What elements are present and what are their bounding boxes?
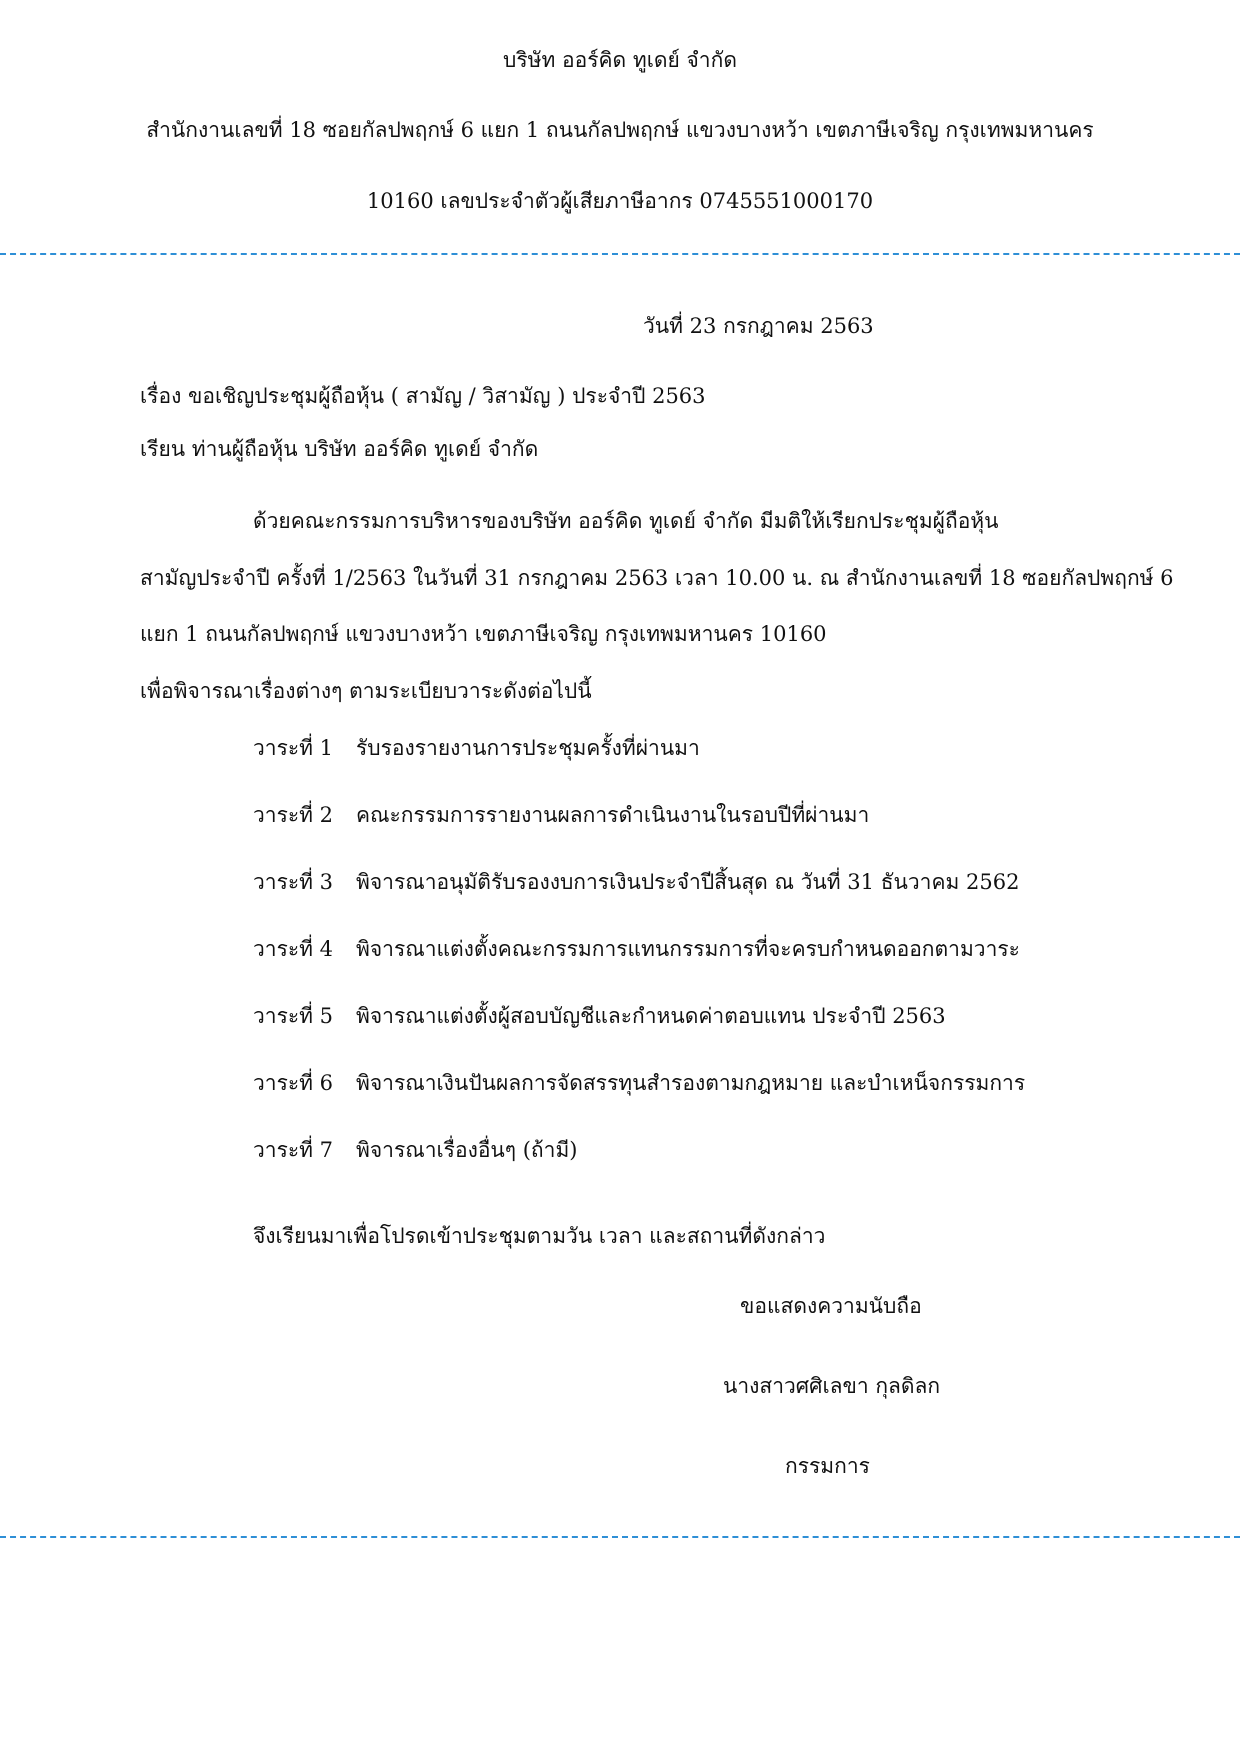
- agenda-text: พิจารณาแต่งตั้งคณะกรรมการแทนกรรมการที่จะครบกำหนดออกตามวาระ: [356, 937, 1020, 961]
- body-line: แยก 1 ถนนกัลปพฤกษ์ แขวงบางหว้า เขตภาษีเจริญ กรุงเทพมหานคร 10160: [140, 622, 827, 646]
- body-line: ด้วยคณะกรรมการบริหารของบริษัท ออร์คิด ทูเดย์ จำกัด มีมติให้เรียกประชุมผู้ถือหุ้น: [253, 509, 999, 533]
- agenda-text: พิจารณาแต่งตั้งผู้สอบบัญชีและกำหนดค่าตอบแทน ประจำปี 2563: [356, 1004, 946, 1028]
- footer-divider: [0, 1536, 1240, 1538]
- agenda-number: วาระที่ 7: [253, 1138, 334, 1162]
- agenda-number: วาระที่ 6: [253, 1071, 334, 1095]
- regards: ขอแสดงความนับถือ: [740, 1294, 922, 1318]
- agenda-text: พิจารณาเรื่องอื่นๆ (ถ้ามี): [356, 1138, 578, 1162]
- agenda-number: วาระที่ 3: [253, 870, 334, 894]
- company-postcode-taxid: 10160 เลขประจำตัวผู้เสียภาษีอากร 0745551000170: [366, 189, 874, 213]
- letter-recipient: เรียน ท่านผู้ถือหุ้น บริษัท ออร์คิด ทูเดย์ จำกัด: [140, 437, 539, 461]
- agenda-number: วาระที่ 2: [253, 803, 334, 827]
- agenda-number: วาระที่ 4: [253, 937, 334, 961]
- signer-title: กรรมการ: [785, 1454, 870, 1478]
- agenda-text: รับรองรายงานการประชุมครั้งที่ผ่านมา: [356, 736, 700, 760]
- agenda-number: วาระที่ 5: [253, 1004, 334, 1028]
- agenda-text: คณะกรรมการรายงานผลการดำเนินงานในรอบปีที่ผ่านมา: [356, 803, 870, 827]
- company-name: บริษัท ออร์คิด ทูเดย์ จำกัด: [503, 48, 737, 72]
- letter-date: วันที่ 23 กรกฎาคม 2563: [643, 314, 874, 338]
- agenda-text: พิจารณาอนุมัติรับรองงบการเงินประจำปีสิ้นสุด ณ วันที่ 31 ธันวาคม 2562: [356, 870, 1020, 894]
- company-address: สำนักงานเลขที่ 18 ซอยกัลปพฤกษ์ 6 แยก 1 ถนนกัลปพฤกษ์ แขวงบางหว้า เขตภาษีเจริญ กรุงเทพมหานคร: [146, 118, 1094, 142]
- closing-sentence: จึงเรียนมาเพื่อโปรดเข้าประชุมตามวัน เวลา และสถานที่ดังกล่าว: [253, 1224, 826, 1248]
- header-divider: [0, 253, 1240, 255]
- agenda-number: วาระที่ 1: [253, 736, 334, 760]
- body-line: เพื่อพิจารณาเรื่องต่างๆ ตามระเบียบวาระดังต่อไปนี้: [140, 679, 592, 703]
- signer-name: นางสาวศศิเลขา กุลดิลก: [723, 1374, 941, 1398]
- agenda-text: พิจารณาเงินปันผลการจัดสรรทุนสำรองตามกฎหมาย และบำเหน็จกรรมการ: [356, 1071, 1026, 1095]
- letter-subject: เรื่อง ขอเชิญประชุมผู้ถือหุ้น ( สามัญ / วิสามัญ ) ประจำปี 2563: [140, 384, 706, 408]
- body-line: สามัญประจำปี ครั้งที่ 1/2563 ในวันที่ 31 กรกฎาคม 2563 เวลา 10.00 น. ณ สำนักงานเลขที่ 18 ซอยกัลปพฤกษ์ 6: [140, 566, 1174, 590]
